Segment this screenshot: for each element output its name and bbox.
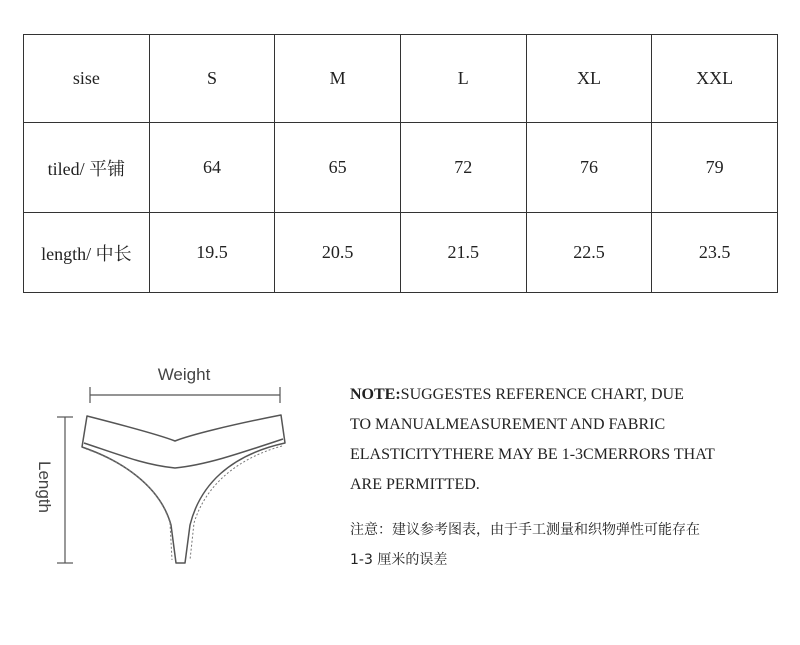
header-cell-size: sise [24, 35, 150, 123]
underwear-outline-icon [30, 355, 320, 585]
header-cell-l: L [400, 35, 526, 123]
note-line: TO MANUALMEASUREMENT AND FABRIC [350, 416, 666, 433]
note-cn-line: 1-3 厘米的误差 [350, 552, 448, 568]
width-dimension-line [90, 387, 280, 403]
note-cn-line: 注意：建议参考图表，由于手工测量和织物弹性可能存在 [350, 522, 700, 538]
note-line: ARE PERMITTED. [350, 476, 480, 493]
table-cell: 22.5 [526, 213, 652, 293]
note-text: SUGGESTES REFERENCE CHART, DUE [400, 386, 684, 403]
table-cell: 72 [400, 123, 526, 213]
table-cell: 76 [526, 123, 652, 213]
table-cell: 21.5 [400, 213, 526, 293]
table-cell: 19.5 [149, 213, 275, 293]
note-text-en [350, 380, 770, 500]
table-cell: 20.5 [275, 213, 401, 293]
note-prefix: NOTE: [350, 386, 401, 403]
width-label: Weight [157, 365, 211, 384]
header-cell-xxl: XXL [652, 35, 778, 123]
table-cell: 23.5 [652, 213, 778, 293]
table-cell: 64 [149, 123, 275, 213]
measurement-diagram [30, 355, 320, 585]
garment-outline [82, 415, 285, 563]
table-cell: 79 [652, 123, 778, 213]
note-line [350, 380, 770, 410]
row-label-length: length/ 中长 [24, 213, 150, 293]
header-cell-m: M [275, 35, 401, 123]
row-label-tiled: tiled/ 平铺 [24, 123, 150, 213]
stitching-line [86, 446, 282, 560]
header-cell-s: S [149, 35, 275, 123]
header-cell-xl: XL [526, 35, 652, 123]
table-row-tiled [24, 123, 778, 213]
table-row-length [24, 213, 778, 293]
table-header-row [24, 35, 778, 123]
note-text-cn [350, 515, 780, 575]
table-cell: 65 [275, 123, 401, 213]
length-label: Length [35, 461, 54, 513]
note-line: ELASTICITYTHERE MAY BE 1-3CMERRORS THAT [350, 446, 715, 463]
length-dimension-line [57, 417, 73, 563]
size-chart-table [23, 34, 778, 293]
